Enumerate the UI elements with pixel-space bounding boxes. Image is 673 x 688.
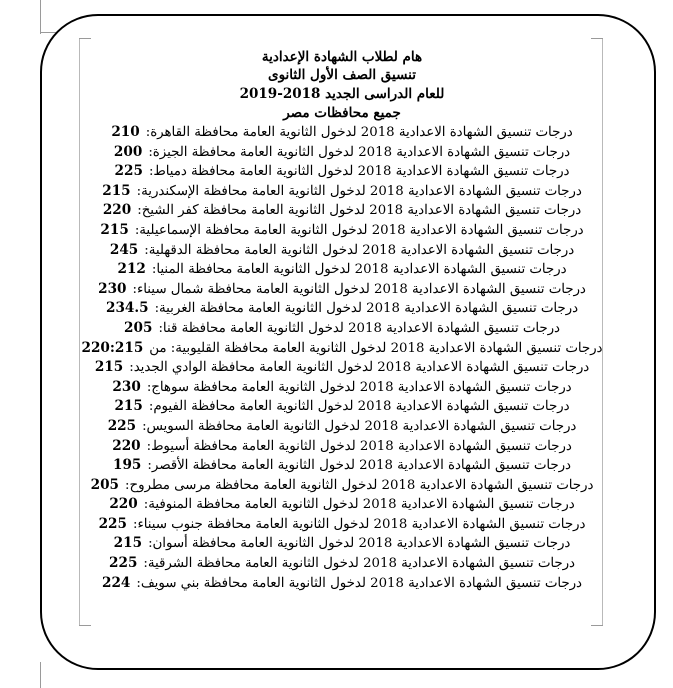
score-entry-value: 220 <box>109 496 138 513</box>
score-entry-text: درجات تنسيق الشهادة الاعدادية 2018 لدخول الثانوية العامة محافظة الأقصر: <box>147 458 571 474</box>
score-entry-text: درجات تنسيق الشهادة الاعدادية 2018 لدخول الثانوية العامة محافظة القليوبية: من <box>149 340 603 356</box>
score-entry-value: 215 <box>94 359 124 376</box>
score-entry-text: درجات تنسيق الشهادة الاعدادية 2018 لدخول الثانوية العامة محافظة الإسكندرية: <box>136 183 582 199</box>
score-entry-text: درجات تنسيق الشهادة الاعدادية 2018 لدخول الثانوية العامة محافظة الدقهلية: <box>144 242 575 258</box>
document-body <box>80 48 604 593</box>
score-entry-value: 215 <box>100 221 129 238</box>
score-entry-value: 205 <box>124 319 153 336</box>
header-academic-year: للعام الدراسى الجديد 2018-2019 <box>239 86 445 102</box>
header-title: هام لطلاب الشهادة الإعدادية <box>261 49 423 65</box>
score-entry-text: درجات تنسيق الشهادة الاعدادية 2018 لدخول الثانوية العامة محافظة مرسى مطروح: <box>125 477 594 493</box>
governorate-scores-list <box>80 123 604 593</box>
score-entry <box>80 358 604 378</box>
score-entry <box>80 182 604 202</box>
score-entry <box>80 397 604 417</box>
score-entry-text: درجات تنسيق الشهادة الاعدادية 2018 لدخول الثانوية العامة محافظة بني سويف: <box>136 575 582 591</box>
score-entry-text: درجات تنسيق الشهادة الاعدادية 2018 لدخول الثانوية العامة محافظة أسيوط: <box>146 438 572 454</box>
score-entry-value: 230 <box>98 280 127 297</box>
header-subtitle: تنسيق الصف الأول الثانوى <box>268 67 416 83</box>
score-entry-value: 230 <box>112 378 141 395</box>
score-entry-text: درجات تنسيق الشهادة الاعدادية 2018 لدخول الثانوية العامة محافظة القاهرة: <box>145 125 573 140</box>
guide-tick-top-left <box>79 38 91 39</box>
guide-tick-top-right <box>591 38 603 39</box>
score-entry-text: درجات تنسيق الشهادة الاعدادية 2018 لدخول الثانوية العامة محافظة سوهاج: <box>146 379 572 395</box>
guide-tick-bottom-left <box>79 625 91 626</box>
score-entry <box>80 260 604 280</box>
score-entry-value: 225 <box>114 163 143 180</box>
score-entry-text: درجات تنسيق الشهادة الاعدادية 2018 لدخول الثانوية العامة محافظة الإسماعيلية: <box>134 222 584 238</box>
score-entry-value: 195 <box>113 457 142 474</box>
score-entry-text: درجات تنسيق الشهادة الاعدادية 2018 لدخول الثانوية العامة محافظة الفيوم: <box>148 399 570 415</box>
score-entry <box>80 534 604 554</box>
score-entry-value: 225 <box>98 515 127 532</box>
score-entry <box>80 437 604 457</box>
score-entry-value: 215 <box>102 182 131 199</box>
score-entry-value: 234.5 <box>105 300 149 317</box>
score-entry-text: درجات تنسيق الشهادة الاعدادية 2018 لدخول الثانوية العامة محافظة قنا: <box>158 320 560 336</box>
score-entry-value: 225 <box>109 555 138 572</box>
score-entry-text: درجات تنسيق الشهادة الاعدادية 2018 لدخول الثانوية العامة محافظة الجيزة: <box>148 144 571 160</box>
score-entry-text: درجات تنسيق الشهادة الاعدادية 2018 لدخول الثانوية العامة محافظة جنوب سيناء: <box>132 516 586 532</box>
score-entry <box>80 221 604 241</box>
score-entry-value: 212 <box>117 261 146 278</box>
score-entry-text: درجات تنسيق الشهادة الاعدادية 2018 لدخول الثانوية العامة محافظة المنوفية: <box>143 497 575 513</box>
score-entry <box>80 378 604 398</box>
score-entry-text: درجات تنسيق الشهادة الاعدادية 2018 لدخول الثانوية العامة محافظة كفر الشيخ: <box>137 203 582 219</box>
score-entry <box>80 515 604 535</box>
score-entry-value: 220:215 <box>81 339 144 356</box>
crop-mark-top-left-v <box>40 0 41 34</box>
score-entry-text: درجات تنسيق الشهادة الاعدادية 2018 لدخول الثانوية العامة محافظة الشرقية: <box>143 556 575 572</box>
score-entry-value: 215 <box>114 398 143 415</box>
score-entry <box>80 143 604 163</box>
score-entry <box>80 495 604 515</box>
score-entry-text: درجات تنسيق الشهادة الاعدادية 2018 لدخول الثانوية العامة محافظة أسوان: <box>148 536 571 552</box>
score-entry <box>80 476 604 496</box>
score-entry-text: درجات تنسيق الشهادة الاعدادية 2018 لدخول الثانوية العامة محافظة السويس: <box>142 418 577 434</box>
score-entry-text: درجات تنسيق الشهادة الاعدادية 2018 لدخول الثانوية العامة محافظة الوادي الجديد: <box>129 360 590 376</box>
score-entry <box>80 417 604 437</box>
score-entry <box>80 123 604 143</box>
header-scope: جميع محافظات مصر <box>283 105 401 121</box>
score-entry <box>80 280 604 300</box>
crop-mark-bottom-left-v <box>40 662 41 688</box>
score-entry-value: 210 <box>111 124 140 140</box>
score-entry-value: 220 <box>112 437 141 454</box>
guide-tick-bottom-right <box>591 625 603 626</box>
score-entry-value: 220 <box>102 202 132 219</box>
score-entry <box>80 241 604 261</box>
score-entry-text: درجات تنسيق الشهادة الاعدادية 2018 لدخول الثانوية العامة محافظة دمياط: <box>148 164 570 180</box>
score-entry <box>80 319 604 339</box>
score-entry-value: 200 <box>113 143 143 160</box>
score-entry <box>80 299 604 319</box>
score-entry-value: 225 <box>107 417 137 434</box>
score-entry-value: 245 <box>109 241 139 258</box>
score-entry <box>80 201 604 221</box>
score-entry-text: درجات تنسيق الشهادة الاعدادية 2018 لدخول الثانوية العامة محافظة المنيا: <box>151 262 567 278</box>
score-entry <box>80 456 604 476</box>
score-entry <box>80 339 604 359</box>
score-entry-value: 224 <box>102 574 131 591</box>
score-entry <box>80 554 604 574</box>
score-entry <box>80 162 604 182</box>
score-entry-value: 205 <box>90 476 119 493</box>
score-entry-text: درجات تنسيق الشهادة الاعدادية 2018 لدخول الثانوية العامة محافظة شمال سيناء: <box>132 281 586 297</box>
score-entry-text: درجات تنسيق الشهادة الاعدادية 2018 لدخول الثانوية العامة محافظة الغربية: <box>154 301 578 317</box>
score-entry <box>80 574 604 594</box>
score-entry-value: 215 <box>113 535 143 552</box>
